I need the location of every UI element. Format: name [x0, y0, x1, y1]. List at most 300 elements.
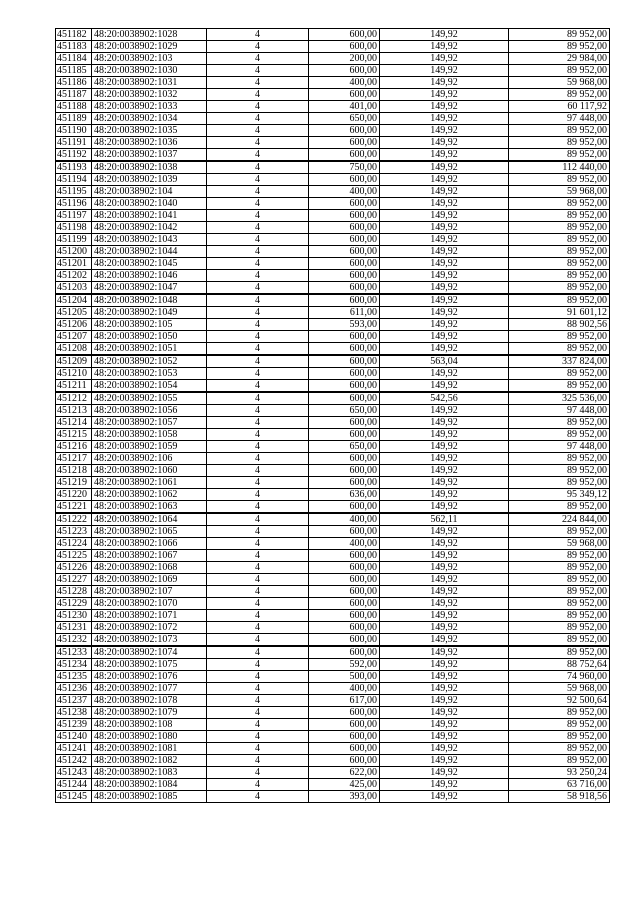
- row-number-cell: 451192: [56, 149, 92, 162]
- specific-value-cell: 149,92: [380, 198, 509, 210]
- area-cell: 592,00: [309, 659, 380, 671]
- category-cell: 4: [207, 646, 309, 659]
- category-cell: 4: [207, 77, 309, 89]
- row-number-cell: 451245: [56, 791, 92, 803]
- cadastral-value-cell: 89 952,00: [509, 222, 610, 234]
- cadastral-number-cell: 48:20:0038902:1044: [92, 246, 207, 258]
- cadastral-number-cell: 48:20:0038902:1035: [92, 125, 207, 137]
- table-row: [56, 707, 610, 719]
- cadastral-value-cell: 89 952,00: [509, 149, 610, 162]
- area-cell: 650,00: [309, 405, 380, 417]
- area-cell: 600,00: [309, 417, 380, 429]
- row-number-cell: 451184: [56, 53, 92, 65]
- area-cell: 600,00: [309, 149, 380, 162]
- cadastral-value-cell: 89 952,00: [509, 137, 610, 149]
- table-row: [56, 307, 610, 319]
- row-number-cell: 451228: [56, 586, 92, 598]
- area-cell: 600,00: [309, 501, 380, 514]
- row-number-cell: 451219: [56, 477, 92, 489]
- specific-value-cell: 149,92: [380, 294, 509, 307]
- table-row: [56, 671, 610, 683]
- area-cell: 600,00: [309, 465, 380, 477]
- cadastral-value-cell: 89 952,00: [509, 586, 610, 598]
- cadastral-value-cell: 74 960,00: [509, 671, 610, 683]
- specific-value-cell: 149,92: [380, 634, 509, 647]
- cadastral-number-cell: 48:20:0038902:1053: [92, 368, 207, 380]
- table-row: [56, 282, 610, 295]
- category-cell: 4: [207, 137, 309, 149]
- row-number-cell: 451194: [56, 174, 92, 186]
- row-number-cell: 451195: [56, 186, 92, 198]
- row-number-cell: 451214: [56, 417, 92, 429]
- cadastral-value-cell: 59 968,00: [509, 683, 610, 695]
- specific-value-cell: 149,92: [380, 282, 509, 295]
- row-number-cell: 451198: [56, 222, 92, 234]
- area-cell: 650,00: [309, 441, 380, 453]
- category-cell: 4: [207, 417, 309, 429]
- row-number-cell: 451187: [56, 89, 92, 101]
- table-row: [56, 246, 610, 258]
- cadastral-number-cell: 48:20:0038902:1065: [92, 526, 207, 538]
- specific-value-cell: 149,92: [380, 550, 509, 562]
- specific-value-cell: 149,92: [380, 791, 509, 803]
- specific-value-cell: 149,92: [380, 598, 509, 610]
- specific-value-cell: 149,92: [380, 562, 509, 574]
- table-row: [56, 125, 610, 137]
- category-cell: 4: [207, 101, 309, 113]
- specific-value-cell: 149,92: [380, 270, 509, 282]
- cadastral-value-cell: 89 952,00: [509, 29, 610, 41]
- cadastral-number-cell: 48:20:0038902:1062: [92, 489, 207, 501]
- cadastral-value-cell: 89 952,00: [509, 234, 610, 246]
- cadastral-value-cell: 89 952,00: [509, 477, 610, 489]
- row-number-cell: 451217: [56, 453, 92, 465]
- category-cell: 4: [207, 186, 309, 198]
- row-number-cell: 451204: [56, 294, 92, 307]
- category-cell: 4: [207, 659, 309, 671]
- cadastral-value-cell: 89 952,00: [509, 282, 610, 295]
- row-number-cell: 451205: [56, 307, 92, 319]
- category-cell: 4: [207, 755, 309, 767]
- cadastral-value-cell: 89 952,00: [509, 89, 610, 101]
- table-row: [56, 731, 610, 743]
- area-cell: 600,00: [309, 294, 380, 307]
- table-row: [56, 270, 610, 282]
- specific-value-cell: 149,92: [380, 526, 509, 538]
- cadastral-value-cell: 91 601,12: [509, 307, 610, 319]
- row-number-cell: 451241: [56, 743, 92, 755]
- table-row: [56, 343, 610, 356]
- row-number-cell: 451229: [56, 598, 92, 610]
- table-row: [56, 562, 610, 574]
- category-cell: 4: [207, 161, 309, 174]
- table-row: [56, 429, 610, 441]
- category-cell: 4: [207, 113, 309, 125]
- cadastral-value-cell: 224 844,00: [509, 513, 610, 526]
- area-cell: 650,00: [309, 113, 380, 125]
- specific-value-cell: 149,92: [380, 538, 509, 550]
- specific-value-cell: 149,92: [380, 174, 509, 186]
- table-row: [56, 174, 610, 186]
- cadastral-number-cell: 48:20:0038902:1047: [92, 282, 207, 295]
- cadastral-number-cell: 48:20:0038902:1064: [92, 513, 207, 526]
- cadastral-value-cell: 89 952,00: [509, 258, 610, 270]
- cadastral-number-cell: 48:20:0038902:1038: [92, 161, 207, 174]
- specific-value-cell: 149,92: [380, 441, 509, 453]
- cadastral-value-cell: 89 952,00: [509, 41, 610, 53]
- area-cell: 600,00: [309, 282, 380, 295]
- cadastral-number-cell: 48:20:0038902:1071: [92, 610, 207, 622]
- cadastral-number-cell: 48:20:0038902:1046: [92, 270, 207, 282]
- category-cell: 4: [207, 779, 309, 791]
- area-cell: 600,00: [309, 331, 380, 343]
- table-row: [56, 294, 610, 307]
- cadastral-value-cell: 89 952,00: [509, 574, 610, 586]
- cadastral-number-cell: 48:20:0038902:1054: [92, 380, 207, 393]
- cadastral-value-cell: 89 952,00: [509, 598, 610, 610]
- area-cell: 600,00: [309, 598, 380, 610]
- cadastral-value-cell: 88 752,64: [509, 659, 610, 671]
- table-row: [56, 198, 610, 210]
- specific-value-cell: 149,92: [380, 719, 509, 731]
- row-number-cell: 451235: [56, 671, 92, 683]
- specific-value-cell: 149,92: [380, 695, 509, 707]
- cadastral-number-cell: 48:20:0038902:1031: [92, 77, 207, 89]
- category-cell: 4: [207, 574, 309, 586]
- category-cell: 4: [207, 538, 309, 550]
- area-cell: 611,00: [309, 307, 380, 319]
- table-row: [56, 53, 610, 65]
- row-number-cell: 451236: [56, 683, 92, 695]
- cadastral-value-cell: 89 952,00: [509, 610, 610, 622]
- specific-value-cell: 149,92: [380, 622, 509, 634]
- cadastral-number-cell: 48:20:0038902:1073: [92, 634, 207, 647]
- category-cell: 4: [207, 465, 309, 477]
- specific-value-cell: 149,92: [380, 210, 509, 222]
- specific-value-cell: 149,92: [380, 755, 509, 767]
- category-cell: 4: [207, 89, 309, 101]
- category-cell: 4: [207, 174, 309, 186]
- cadastral-number-cell: 48:20:0038902:1030: [92, 65, 207, 77]
- cadastral-value-cell: 89 952,00: [509, 429, 610, 441]
- category-cell: 4: [207, 513, 309, 526]
- category-cell: 4: [207, 343, 309, 356]
- table-row: [56, 526, 610, 538]
- cadastral-value-cell: 59 968,00: [509, 77, 610, 89]
- specific-value-cell: 149,92: [380, 671, 509, 683]
- specific-value-cell: 149,92: [380, 41, 509, 53]
- table-row: [56, 161, 610, 174]
- table-row: [56, 65, 610, 77]
- cadastral-value-cell: 59 968,00: [509, 538, 610, 550]
- row-number-cell: 451209: [56, 355, 92, 368]
- specific-value-cell: 149,92: [380, 465, 509, 477]
- table-row: [56, 258, 610, 270]
- cadastral-number-cell: 48:20:0038902:1049: [92, 307, 207, 319]
- area-cell: 600,00: [309, 174, 380, 186]
- specific-value-cell: 149,92: [380, 743, 509, 755]
- cadastral-number-cell: 48:20:0038902:1033: [92, 101, 207, 113]
- row-number-cell: 451226: [56, 562, 92, 574]
- specific-value-cell: 149,92: [380, 125, 509, 137]
- area-cell: 400,00: [309, 513, 380, 526]
- specific-value-cell: 149,92: [380, 65, 509, 77]
- cadastral-value-cell: 89 952,00: [509, 526, 610, 538]
- specific-value-cell: 149,92: [380, 77, 509, 89]
- table-row: [56, 331, 610, 343]
- cadastral-number-cell: 48:20:0038902:1055: [92, 392, 207, 405]
- row-number-cell: 451207: [56, 331, 92, 343]
- area-cell: 600,00: [309, 429, 380, 441]
- row-number-cell: 451231: [56, 622, 92, 634]
- cadastral-value-cell: 89 952,00: [509, 417, 610, 429]
- cadastral-number-cell: 48:20:0038902:1061: [92, 477, 207, 489]
- category-cell: 4: [207, 355, 309, 368]
- table-row: [56, 41, 610, 53]
- specific-value-cell: 149,92: [380, 161, 509, 174]
- table-row: [56, 634, 610, 647]
- category-cell: 4: [207, 719, 309, 731]
- table-row: [56, 149, 610, 162]
- row-number-cell: 451244: [56, 779, 92, 791]
- row-number-cell: 451238: [56, 707, 92, 719]
- cadastral-value-cell: 89 952,00: [509, 719, 610, 731]
- specific-value-cell: 149,92: [380, 707, 509, 719]
- cadastral-value-cell: 89 952,00: [509, 270, 610, 282]
- specific-value-cell: 149,92: [380, 101, 509, 113]
- row-number-cell: 451233: [56, 646, 92, 659]
- cadastral-value-cell: 89 952,00: [509, 562, 610, 574]
- cadastral-number-cell: 48:20:0038902:105: [92, 319, 207, 331]
- category-cell: 4: [207, 429, 309, 441]
- category-cell: 4: [207, 683, 309, 695]
- table-row: [56, 368, 610, 380]
- cadastral-number-cell: 48:20:0038902:106: [92, 453, 207, 465]
- category-cell: 4: [207, 246, 309, 258]
- category-cell: 4: [207, 562, 309, 574]
- table-row: [56, 234, 610, 246]
- category-cell: 4: [207, 210, 309, 222]
- area-cell: 600,00: [309, 29, 380, 41]
- cadastral-number-cell: 48:20:0038902:1067: [92, 550, 207, 562]
- row-number-cell: 451197: [56, 210, 92, 222]
- specific-value-cell: 149,92: [380, 149, 509, 162]
- area-cell: 636,00: [309, 489, 380, 501]
- table-row: [56, 380, 610, 393]
- cadastral-number-cell: 48:20:0038902:1029: [92, 41, 207, 53]
- cadastral-value-cell: 58 918,56: [509, 791, 610, 803]
- cadastral-number-cell: 48:20:0038902:1028: [92, 29, 207, 41]
- cadastral-number-cell: 48:20:0038902:104: [92, 186, 207, 198]
- table-row: [56, 186, 610, 198]
- table-row: [56, 538, 610, 550]
- cadastral-value-cell: 59 968,00: [509, 186, 610, 198]
- specific-value-cell: 149,92: [380, 380, 509, 393]
- cadastral-number-cell: 48:20:0038902:1084: [92, 779, 207, 791]
- cadastral-number-cell: 48:20:0038902:1040: [92, 198, 207, 210]
- specific-value-cell: 562,11: [380, 513, 509, 526]
- category-cell: 4: [207, 331, 309, 343]
- table-row: [56, 489, 610, 501]
- cadastral-value-cell: 337 824,00: [509, 355, 610, 368]
- cadastral-number-cell: 48:20:0038902:103: [92, 53, 207, 65]
- specific-value-cell: 149,92: [380, 319, 509, 331]
- area-cell: 600,00: [309, 719, 380, 731]
- cadastral-value-cell: 92 500,64: [509, 695, 610, 707]
- category-cell: 4: [207, 282, 309, 295]
- cadastral-number-cell: 48:20:0038902:1069: [92, 574, 207, 586]
- cadastral-number-cell: 48:20:0038902:107: [92, 586, 207, 598]
- category-cell: 4: [207, 125, 309, 137]
- category-cell: 4: [207, 598, 309, 610]
- category-cell: 4: [207, 405, 309, 417]
- row-number-cell: 451200: [56, 246, 92, 258]
- specific-value-cell: 542,56: [380, 392, 509, 405]
- specific-value-cell: 149,92: [380, 405, 509, 417]
- row-number-cell: 451223: [56, 526, 92, 538]
- row-number-cell: 451189: [56, 113, 92, 125]
- row-number-cell: 451227: [56, 574, 92, 586]
- area-cell: 600,00: [309, 743, 380, 755]
- category-cell: 4: [207, 489, 309, 501]
- row-number-cell: 451220: [56, 489, 92, 501]
- table-row: [56, 610, 610, 622]
- area-cell: 600,00: [309, 622, 380, 634]
- table-row: [56, 767, 610, 779]
- cadastral-number-cell: 48:20:0038902:1078: [92, 695, 207, 707]
- cadastral-number-cell: 48:20:0038902:1039: [92, 174, 207, 186]
- table-row: [56, 113, 610, 125]
- table-row: [56, 695, 610, 707]
- area-cell: 600,00: [309, 526, 380, 538]
- category-cell: 4: [207, 270, 309, 282]
- cadastral-number-cell: 48:20:0038902:1041: [92, 210, 207, 222]
- specific-value-cell: 149,92: [380, 683, 509, 695]
- cadastral-value-cell: 89 952,00: [509, 501, 610, 514]
- cadastral-value-cell: 89 952,00: [509, 210, 610, 222]
- cadastral-value-cell: 97 448,00: [509, 113, 610, 125]
- table-row: [56, 392, 610, 405]
- area-cell: 600,00: [309, 270, 380, 282]
- category-cell: 4: [207, 695, 309, 707]
- cadastral-number-cell: 48:20:0038902:1052: [92, 355, 207, 368]
- row-number-cell: 451232: [56, 634, 92, 647]
- row-number-cell: 451191: [56, 137, 92, 149]
- row-number-cell: 451230: [56, 610, 92, 622]
- area-cell: 600,00: [309, 634, 380, 647]
- area-cell: 600,00: [309, 646, 380, 659]
- cadastral-value-cell: 89 952,00: [509, 343, 610, 356]
- table-row: [56, 101, 610, 113]
- specific-value-cell: 149,92: [380, 477, 509, 489]
- area-cell: 622,00: [309, 767, 380, 779]
- row-number-cell: 451243: [56, 767, 92, 779]
- specific-value-cell: 149,92: [380, 234, 509, 246]
- category-cell: 4: [207, 198, 309, 210]
- category-cell: 4: [207, 501, 309, 514]
- area-cell: 600,00: [309, 234, 380, 246]
- category-cell: 4: [207, 791, 309, 803]
- cadastral-number-cell: 48:20:0038902:1080: [92, 731, 207, 743]
- table-row: [56, 513, 610, 526]
- row-number-cell: 451211: [56, 380, 92, 393]
- category-cell: 4: [207, 550, 309, 562]
- specific-value-cell: 149,92: [380, 731, 509, 743]
- cadastral-number-cell: 48:20:0038902:1045: [92, 258, 207, 270]
- specific-value-cell: 149,92: [380, 113, 509, 125]
- category-cell: 4: [207, 149, 309, 162]
- cadastral-number-cell: 48:20:0038902:1034: [92, 113, 207, 125]
- cadastral-value-cell: 89 952,00: [509, 743, 610, 755]
- area-cell: 600,00: [309, 198, 380, 210]
- row-number-cell: 451183: [56, 41, 92, 53]
- cadastral-value-cell: 89 952,00: [509, 550, 610, 562]
- row-number-cell: 451182: [56, 29, 92, 41]
- cadastral-value-cell: 89 952,00: [509, 622, 610, 634]
- area-cell: 500,00: [309, 671, 380, 683]
- cadastral-value-cell: 60 117,92: [509, 101, 610, 113]
- area-cell: 600,00: [309, 258, 380, 270]
- cadastral-number-cell: 48:20:0038902:1083: [92, 767, 207, 779]
- category-cell: 4: [207, 610, 309, 622]
- row-number-cell: 451240: [56, 731, 92, 743]
- area-cell: 600,00: [309, 125, 380, 137]
- category-cell: 4: [207, 234, 309, 246]
- table-row: [56, 453, 610, 465]
- table-row: [56, 210, 610, 222]
- table-row: [56, 77, 610, 89]
- category-cell: 4: [207, 392, 309, 405]
- cadastral-value-cell: 89 952,00: [509, 731, 610, 743]
- row-number-cell: 451212: [56, 392, 92, 405]
- table-row: [56, 755, 610, 767]
- row-number-cell: 451208: [56, 343, 92, 356]
- category-cell: 4: [207, 586, 309, 598]
- area-cell: 600,00: [309, 392, 380, 405]
- cadastral-number-cell: 48:20:0038902:1070: [92, 598, 207, 610]
- cadastral-number-cell: 48:20:0038902:1056: [92, 405, 207, 417]
- row-number-cell: 451185: [56, 65, 92, 77]
- cadastral-value-cell: 89 952,00: [509, 634, 610, 647]
- table-row: [56, 574, 610, 586]
- specific-value-cell: 149,92: [380, 610, 509, 622]
- specific-value-cell: 149,92: [380, 659, 509, 671]
- category-cell: 4: [207, 41, 309, 53]
- area-cell: 600,00: [309, 246, 380, 258]
- table-row: [56, 791, 610, 803]
- row-number-cell: 451196: [56, 198, 92, 210]
- area-cell: 600,00: [309, 41, 380, 53]
- table-row: [56, 222, 610, 234]
- cadastral-number-cell: 48:20:0038902:1072: [92, 622, 207, 634]
- area-cell: 750,00: [309, 161, 380, 174]
- area-cell: 600,00: [309, 574, 380, 586]
- table-row: [56, 598, 610, 610]
- table-row: [56, 29, 610, 41]
- row-number-cell: 451216: [56, 441, 92, 453]
- specific-value-cell: 149,92: [380, 331, 509, 343]
- cadastral-number-cell: 48:20:0038902:1082: [92, 755, 207, 767]
- category-cell: 4: [207, 707, 309, 719]
- cadastral-value-cell: 89 952,00: [509, 707, 610, 719]
- cadastral-number-cell: 48:20:0038902:1036: [92, 137, 207, 149]
- category-cell: 4: [207, 477, 309, 489]
- cadastral-number-cell: 48:20:0038902:1079: [92, 707, 207, 719]
- row-number-cell: 451202: [56, 270, 92, 282]
- cadastral-number-cell: 48:20:0038902:1060: [92, 465, 207, 477]
- cadastral-number-cell: 48:20:0038902:108: [92, 719, 207, 731]
- area-cell: 400,00: [309, 538, 380, 550]
